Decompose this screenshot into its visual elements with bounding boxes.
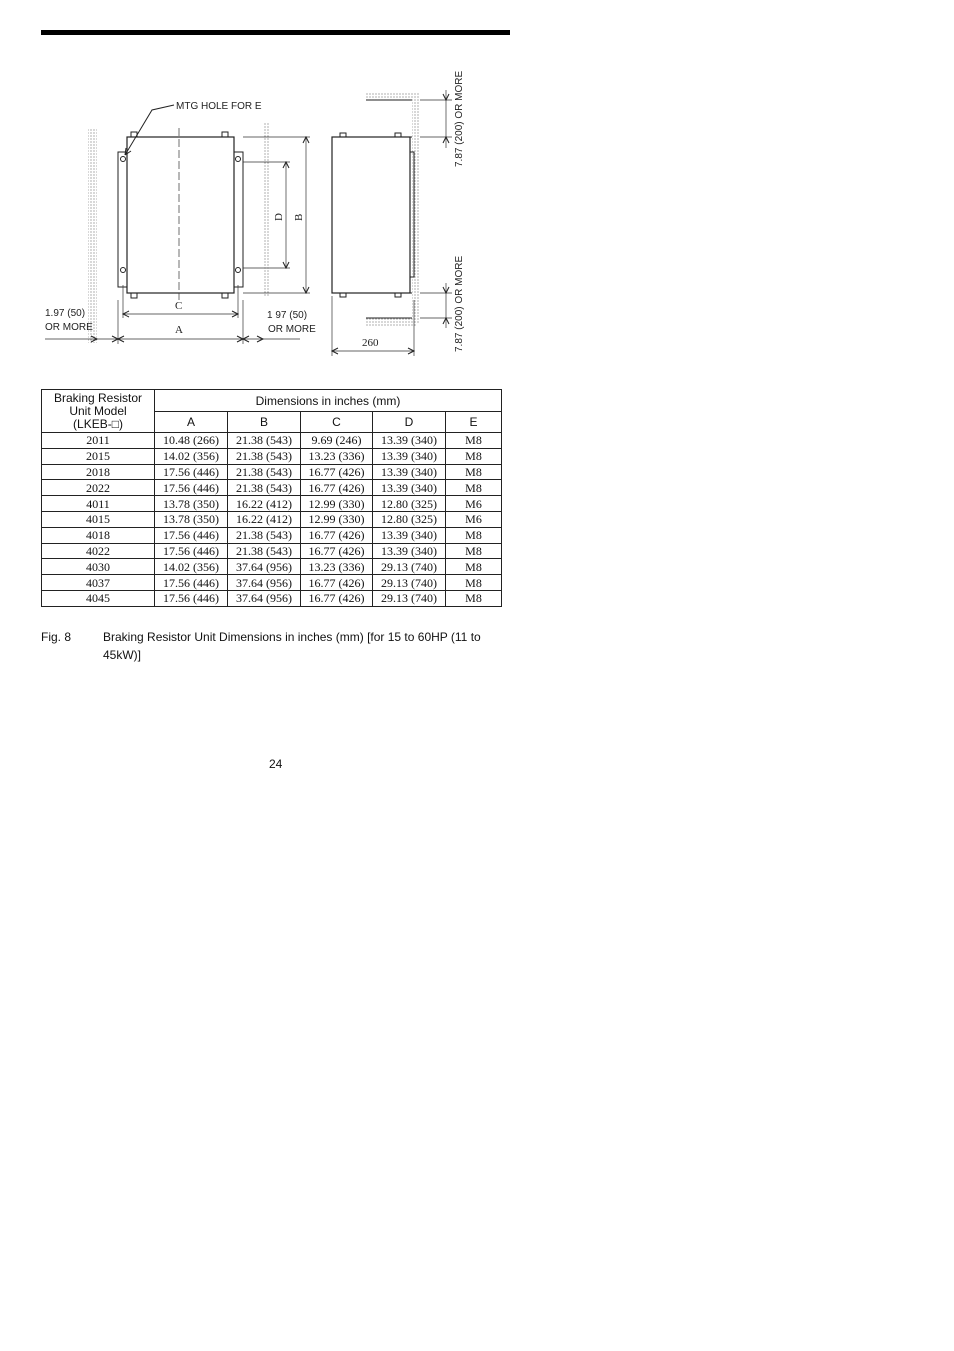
cell-c: 9.69 (246) [301, 433, 373, 449]
cell-e: M6 [446, 496, 502, 512]
cell-e: M8 [446, 480, 502, 496]
dim-b-label: B [293, 213, 305, 221]
cell-b: 21.38 (543) [228, 433, 301, 449]
cell-model: 4015 [42, 511, 155, 527]
cell-model: 2015 [42, 448, 155, 464]
column-header-c: C [301, 412, 373, 433]
cell-b: 37.64 (956) [228, 590, 301, 606]
cell-b: 16.22 (412) [228, 511, 301, 527]
unit-feet-bottom [131, 293, 228, 298]
cell-b: 16.22 (412) [228, 496, 301, 512]
cell-d: 12.80 (325) [373, 511, 446, 527]
dim-d-label: D [273, 213, 285, 221]
figure-label: Fig. 8 [41, 630, 72, 644]
model-header-line-3: (LKEB-□) [73, 416, 123, 431]
cell-e: M8 [446, 448, 502, 464]
table-row [42, 590, 502, 606]
dimensions-group-header: Dimensions in inches (mm) [155, 390, 502, 412]
table-row [42, 575, 502, 591]
ceiling [366, 92, 416, 100]
cell-b: 21.38 (543) [228, 464, 301, 480]
cell-d: 13.39 (340) [373, 480, 446, 496]
cell-c: 16.77 (426) [301, 575, 373, 591]
cell-c: 12.99 (330) [301, 496, 373, 512]
cell-a: 14.02 (356) [155, 559, 228, 575]
dimensions-table [41, 389, 502, 607]
left-clearance-2: OR MORE [45, 322, 93, 333]
mtg-hole-label: MTG HOLE FOR E [176, 101, 262, 112]
right-wall [263, 122, 270, 297]
cell-model: 2018 [42, 464, 155, 480]
right-clearance-2: OR MORE [268, 324, 316, 335]
cell-model: 4022 [42, 543, 155, 559]
table-row [42, 496, 502, 512]
cell-b: 21.38 (543) [228, 543, 301, 559]
cell-d: 12.80 (325) [373, 496, 446, 512]
cell-c: 13.23 (336) [301, 559, 373, 575]
cell-b: 21.38 (543) [228, 480, 301, 496]
cell-d: 29.13 (740) [373, 590, 446, 606]
unit-front-body [127, 137, 234, 293]
mounting-hole-icon [121, 157, 126, 162]
cell-d: 29.13 (740) [373, 559, 446, 575]
cell-model: 4037 [42, 575, 155, 591]
page-number: 24 [269, 757, 283, 771]
cell-e: M8 [446, 464, 502, 480]
cell-c: 13.23 (336) [301, 448, 373, 464]
left-clearance-1: 1.97 (50) [45, 308, 86, 319]
model-column-header [42, 390, 155, 433]
depth-label: 260 [362, 337, 379, 349]
mounting-hole-icon [236, 268, 241, 273]
cell-c: 16.77 (426) [301, 464, 373, 480]
top-clearance-label: 7.87 (200) OR MORE [454, 70, 465, 167]
cell-a: 17.56 (446) [155, 590, 228, 606]
cell-a: 14.02 (356) [155, 448, 228, 464]
cell-b: 21.38 (543) [228, 527, 301, 543]
dimension-drawing [0, 0, 520, 370]
cell-c: 12.99 (330) [301, 511, 373, 527]
bottom-clearance-label: 7.87 (200) OR MORE [454, 255, 465, 352]
wall-back [412, 92, 420, 324]
cell-a: 13.78 (350) [155, 511, 228, 527]
cell-a: 17.56 (446) [155, 480, 228, 496]
cell-e: M8 [446, 527, 502, 543]
cell-e: M8 [446, 590, 502, 606]
table-row [42, 527, 502, 543]
figure-caption-text: Braking Resistor Unit Dimensions in inches (mm) [for 15 to 60HP (11 to 45kW)] [103, 630, 481, 662]
cell-e: M6 [446, 511, 502, 527]
table-row [42, 480, 502, 496]
dim-c-label: C [175, 300, 183, 312]
cell-d: 13.39 (340) [373, 433, 446, 449]
cell-c: 16.77 (426) [301, 543, 373, 559]
unit-side-body [332, 137, 410, 293]
cell-a: 10.48 (266) [155, 433, 228, 449]
cell-a: 17.56 (446) [155, 575, 228, 591]
unit-feet-top [131, 132, 228, 137]
cell-a: 13.78 (350) [155, 496, 228, 512]
table-body [42, 433, 502, 607]
side-feet-top [340, 133, 401, 137]
side-feet-bottom [340, 293, 401, 297]
cell-c: 16.77 (426) [301, 590, 373, 606]
dim-a-label: A [175, 324, 183, 336]
cell-model: 4045 [42, 590, 155, 606]
cell-a: 17.56 (446) [155, 464, 228, 480]
cell-d: 29.13 (740) [373, 575, 446, 591]
cell-model: 2011 [42, 433, 155, 449]
cell-model: 4030 [42, 559, 155, 575]
cell-a: 17.56 (446) [155, 527, 228, 543]
table-row [42, 559, 502, 575]
model-header-line-2: Unit Model [69, 403, 127, 418]
table-row [42, 448, 502, 464]
cell-d: 13.39 (340) [373, 448, 446, 464]
column-header-e: E [446, 412, 502, 433]
column-header-d: D [373, 412, 446, 433]
cell-model: 4011 [42, 496, 155, 512]
cell-d: 13.39 (340) [373, 543, 446, 559]
mounting-hole-icon [121, 268, 126, 273]
table-row [42, 433, 502, 449]
column-header-b: B [228, 412, 301, 433]
cell-e: M8 [446, 433, 502, 449]
left-wall [88, 128, 97, 343]
cell-model: 4018 [42, 527, 155, 543]
mounting-hole-icon [236, 157, 241, 162]
column-header-a: A [155, 412, 228, 433]
cell-e: M8 [446, 575, 502, 591]
cell-b: 21.38 (543) [228, 448, 301, 464]
cell-a: 17.56 (446) [155, 543, 228, 559]
cell-e: M8 [446, 543, 502, 559]
model-header-line-1: Braking Resistor [53, 390, 143, 405]
cell-b: 37.64 (956) [228, 575, 301, 591]
cell-b: 37.64 (956) [228, 559, 301, 575]
right-clearance-1: 1 97 (50) [267, 310, 308, 321]
table-row [42, 511, 502, 527]
cell-e: M8 [446, 559, 502, 575]
cell-d: 13.39 (340) [373, 527, 446, 543]
floor [366, 318, 416, 326]
table-row [42, 464, 502, 480]
cell-c: 16.77 (426) [301, 480, 373, 496]
cell-d: 13.39 (340) [373, 464, 446, 480]
cell-model: 2022 [42, 480, 155, 496]
table-row [42, 543, 502, 559]
cell-c: 16.77 (426) [301, 527, 373, 543]
